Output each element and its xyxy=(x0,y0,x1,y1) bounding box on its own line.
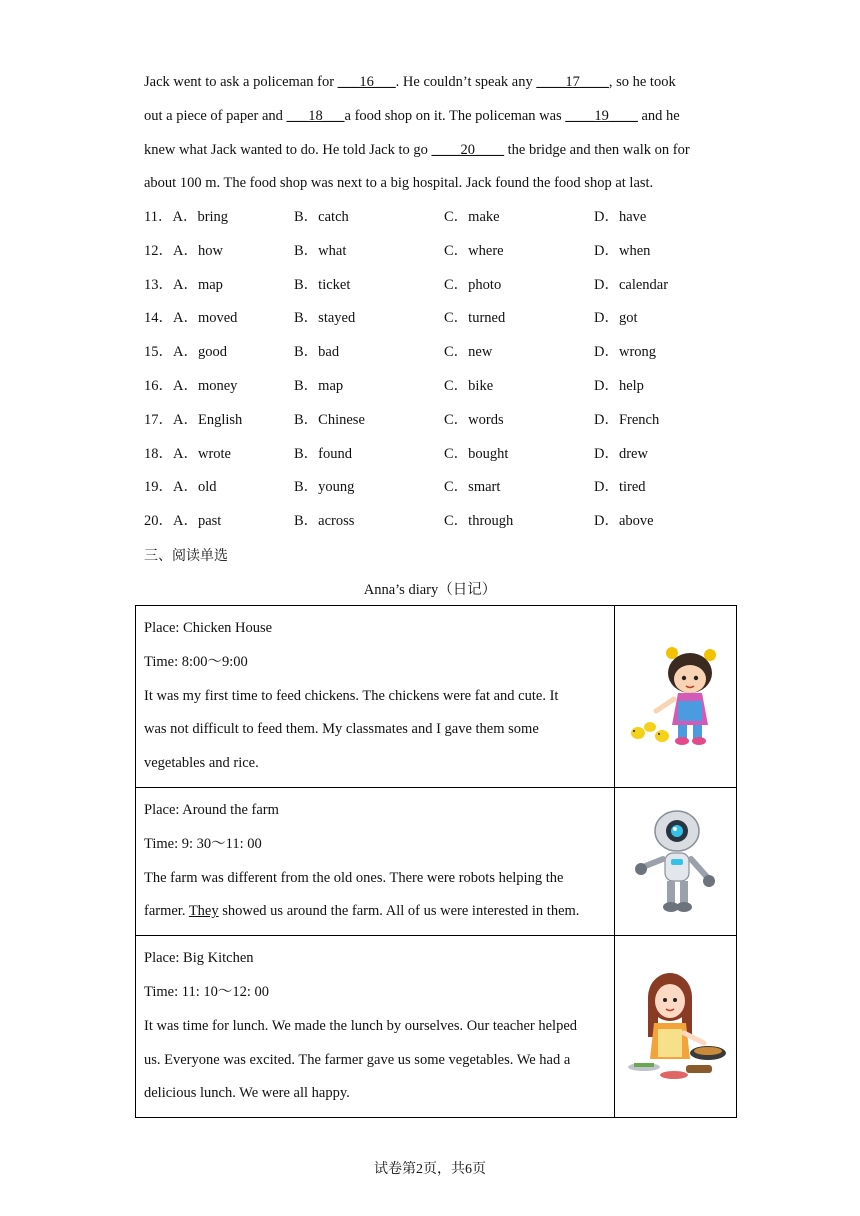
robot-illustration xyxy=(631,807,721,917)
diary-line: us. Everyone was excited. The farmer gave us some vegetables. We had a xyxy=(144,1051,571,1068)
passage-line: Jack went to ask a policeman for ___16___. He couldn’t speak any ____17____, so he took xyxy=(144,74,676,90)
option-text: B．ticket xyxy=(294,276,351,293)
option-text: D．above xyxy=(594,513,654,530)
page-footer: 试卷第2页，共6页 xyxy=(374,1162,486,1177)
diary-time: Time: 9: 30～11: 00 xyxy=(144,835,262,852)
blank-16: ___16___ xyxy=(337,74,396,90)
girl-cooking-image xyxy=(615,936,737,1118)
option-d[interactable] xyxy=(594,235,650,269)
option-c[interactable] xyxy=(444,302,505,336)
option-text: B．what xyxy=(294,242,347,259)
option-c[interactable] xyxy=(444,438,508,472)
option-text: C．words xyxy=(444,411,504,428)
option-text: A．map xyxy=(173,276,223,293)
question-number: 11． xyxy=(144,209,173,225)
question-number: 15． xyxy=(144,344,173,361)
blank-20: ____20____ xyxy=(431,141,505,158)
option-b[interactable] xyxy=(294,370,343,404)
option-text: B．bad xyxy=(294,344,340,361)
option-text: A．English xyxy=(173,411,243,428)
question-row xyxy=(144,370,744,404)
option-a[interactable] xyxy=(144,269,223,303)
girl-feeding-chicks-image xyxy=(615,606,737,788)
cloze-passage xyxy=(144,66,734,201)
option-text: D．when xyxy=(594,242,651,259)
option-a[interactable] xyxy=(144,505,221,539)
diary-place: Place: Big Kitchen xyxy=(144,950,254,967)
diary-line: farmer. They showed us around the farm. All of us were interested in them. xyxy=(144,903,580,920)
option-text: C．new xyxy=(444,344,493,361)
option-a[interactable] xyxy=(144,438,231,472)
option-text: C．bike xyxy=(444,377,494,394)
diary-row-around-farm xyxy=(136,787,737,935)
option-b[interactable] xyxy=(294,471,354,505)
option-c[interactable] xyxy=(444,269,501,303)
question-row xyxy=(144,404,744,438)
diary-place: Place: Around the farm xyxy=(144,801,279,818)
option-text: D．wrong xyxy=(594,344,657,361)
option-a[interactable] xyxy=(144,235,223,269)
girl-chicks-illustration xyxy=(626,641,726,751)
option-text: C．where xyxy=(444,242,504,259)
question-row xyxy=(144,201,744,235)
option-a[interactable] xyxy=(144,302,237,336)
passage-line: out a piece of paper and ___18___a food shop on it. The policeman was ____19____ and he xyxy=(144,107,680,124)
option-text: D．calendar xyxy=(594,276,669,293)
robot-image xyxy=(615,787,737,935)
option-c[interactable] xyxy=(444,505,513,539)
option-d[interactable] xyxy=(594,370,644,404)
option-text: B．found xyxy=(294,445,352,462)
diary-title: Anna’s diary（日记） xyxy=(363,582,497,598)
option-text: B．across xyxy=(294,513,355,530)
question-row xyxy=(144,505,744,539)
option-b[interactable] xyxy=(294,201,349,235)
diary-line: vegetables and rice. xyxy=(144,755,259,772)
option-d[interactable] xyxy=(594,302,638,336)
question-number: 13． xyxy=(144,276,173,293)
option-b[interactable] xyxy=(294,302,355,336)
question-number: 14． xyxy=(144,310,173,327)
option-a[interactable] xyxy=(144,471,217,505)
question-row xyxy=(144,336,744,370)
diary-place: Place: Chicken House xyxy=(144,620,273,636)
option-c[interactable] xyxy=(444,471,500,505)
option-c[interactable] xyxy=(444,404,504,438)
passage-line: knew what Jack wanted to do. He told Jack to go ____20____ the bridge and then walk on for xyxy=(144,141,690,158)
passage-line: about 100 m. The food shop was next to a big hospital. Jack found the food shop at last. xyxy=(144,175,654,192)
option-text: C．make xyxy=(444,209,500,225)
option-d[interactable] xyxy=(594,201,646,235)
option-text: D．got xyxy=(594,310,638,327)
option-c[interactable] xyxy=(444,201,500,235)
option-a[interactable] xyxy=(144,404,242,438)
question-number: 12． xyxy=(144,242,173,259)
option-text: B．Chinese xyxy=(294,411,365,428)
question-row xyxy=(144,269,744,303)
option-b[interactable] xyxy=(294,336,339,370)
option-text: A．how xyxy=(173,242,223,259)
option-d[interactable] xyxy=(594,438,648,472)
option-a[interactable] xyxy=(144,201,228,235)
option-text: A．wrote xyxy=(173,445,231,462)
option-text: D．tired xyxy=(594,479,646,496)
option-b[interactable] xyxy=(294,438,352,472)
option-text: C．turned xyxy=(444,310,506,327)
question-row xyxy=(144,302,744,336)
diary-line: was not difficult to feed them. My classmates and I gave them some xyxy=(144,721,539,738)
option-text: B．map xyxy=(294,377,344,394)
underlined-word-they: They xyxy=(188,903,219,920)
diary-line: It was time for lunch. We made the lunch by ourselves. Our teacher helped xyxy=(144,1017,578,1034)
option-text: B．stayed xyxy=(294,310,356,327)
question-row xyxy=(144,471,744,505)
diary-time: Time: 8:00～9:00 xyxy=(144,653,248,670)
option-text: A．moved xyxy=(173,310,238,327)
diary-entry-text xyxy=(136,936,615,1118)
blank-18: ___18___ xyxy=(286,107,345,124)
option-text: A．money xyxy=(173,377,238,394)
option-d[interactable] xyxy=(594,505,654,539)
question-number: 17． xyxy=(144,411,173,428)
option-a[interactable] xyxy=(144,336,227,370)
option-b[interactable] xyxy=(294,235,346,269)
option-text: C．photo xyxy=(444,276,502,293)
option-c[interactable] xyxy=(444,370,493,404)
question-row xyxy=(144,438,744,472)
diary-row-chicken-house xyxy=(136,606,737,788)
diary-time: Time: 11: 10～12: 00 xyxy=(144,983,270,1000)
option-text: B．catch xyxy=(294,209,349,225)
option-text: D．help xyxy=(594,377,644,394)
option-text: C．smart xyxy=(444,479,501,496)
option-d[interactable] xyxy=(594,471,646,505)
option-text: D．French xyxy=(594,411,660,428)
diary-line: It was my first time to feed chickens. The chickens were fat and cute. It xyxy=(144,687,559,704)
diary-entry-text xyxy=(136,787,615,935)
blank-17: ____17____ xyxy=(536,74,609,90)
option-text: A．bring xyxy=(172,209,229,225)
diary-table xyxy=(135,605,737,1118)
option-d[interactable] xyxy=(594,269,668,303)
question-row xyxy=(144,235,744,269)
option-text: B．young xyxy=(294,479,355,496)
option-d[interactable] xyxy=(594,404,659,438)
option-c[interactable] xyxy=(444,336,492,370)
option-text: D．drew xyxy=(594,445,648,462)
option-b[interactable] xyxy=(294,269,350,303)
option-text: D．have xyxy=(594,209,647,225)
option-b[interactable] xyxy=(294,404,365,438)
option-text: A．past xyxy=(173,513,222,530)
question-number: 19． xyxy=(144,479,173,496)
question-options xyxy=(144,201,744,539)
option-d[interactable] xyxy=(594,336,656,370)
question-number: 18． xyxy=(144,445,173,462)
diary-entry-text xyxy=(136,606,615,788)
question-number: 20． xyxy=(144,513,173,530)
question-number: 16． xyxy=(144,377,173,394)
option-text: C．through xyxy=(444,513,514,530)
blank-19: ____19____ xyxy=(565,107,638,124)
option-a[interactable] xyxy=(144,370,237,404)
option-text: C．bought xyxy=(444,445,509,462)
girl-cooking-illustration xyxy=(624,967,728,1087)
section-title: 三、阅读单选 xyxy=(144,548,228,564)
diary-line: The farm was different from the old ones. There were robots helping the xyxy=(144,869,564,886)
option-text: A．old xyxy=(173,479,217,496)
option-text: A．good xyxy=(173,344,227,361)
diary-row-big-kitchen xyxy=(136,936,737,1118)
diary-line: delicious lunch. We were all happy. xyxy=(144,1085,350,1102)
option-b[interactable] xyxy=(294,505,354,539)
option-c[interactable] xyxy=(444,235,504,269)
